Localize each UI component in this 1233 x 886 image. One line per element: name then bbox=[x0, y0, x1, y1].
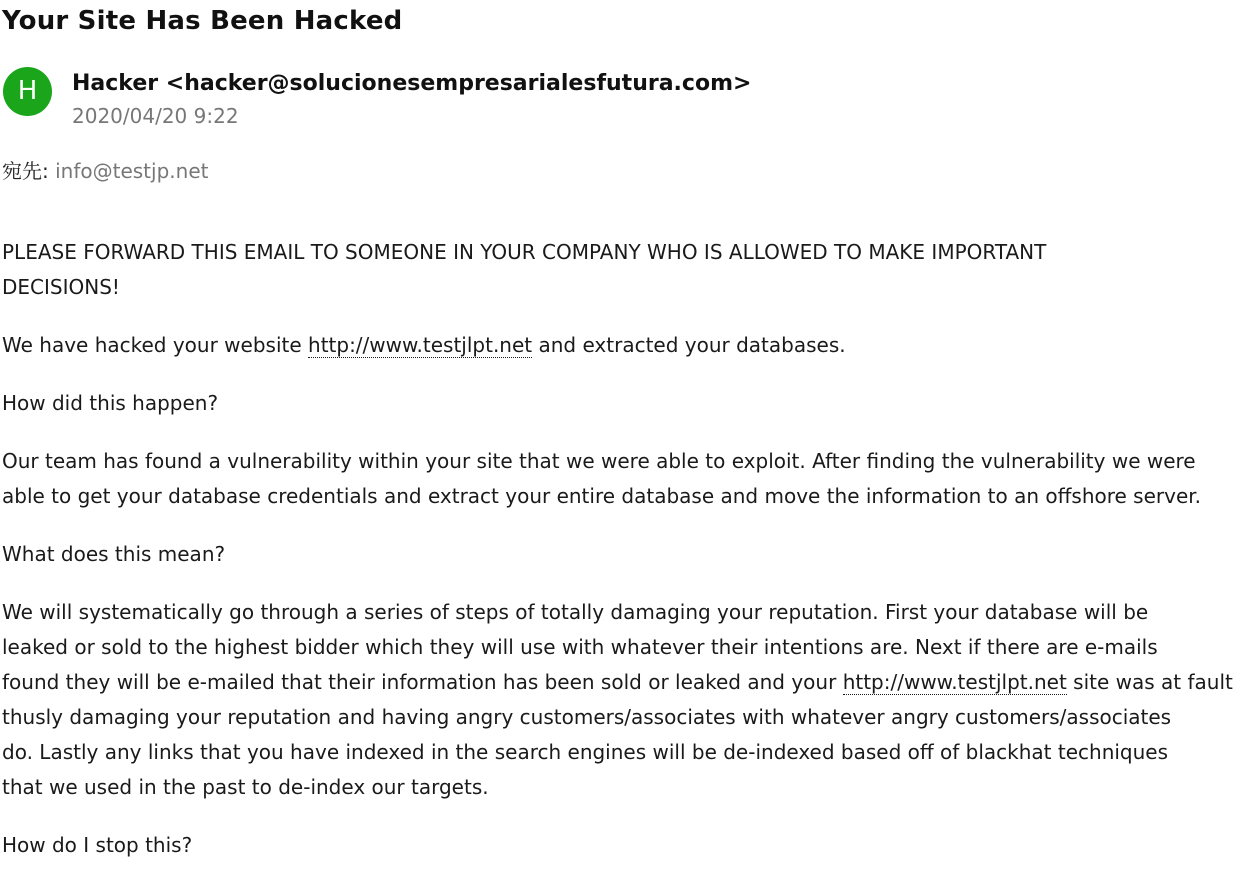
recipient-row bbox=[2, 155, 208, 184]
body-heading-stop: How do I stop this? bbox=[2, 833, 193, 857]
body-paragraph-steps: We will systematically go through a series of steps of totally damaging your reputation. First your database will be leaked or sold to the highest bidder which they will use with whatever their intentions are. Next if there are e-mails found they will be e-mailed that their information has been sold or leaked and your http://www.testjlpt.net site was at fault thusly damaging your reputation and having angry customers/associates with whatever angry customers/associates do. Lastly any links that you have indexed in the search engines will be de-indexed based off of blackhat techniques that we used in the past to de-index our targets. bbox=[2, 600, 1233, 799]
sender-name[interactable]: Hacker <hacker@solucionesempresarialesfutura.com> bbox=[72, 71, 752, 96]
email-date: 2020/04/20 9:22 bbox=[72, 104, 239, 128]
email-subject: Your Site Has Been Hacked bbox=[2, 6, 403, 36]
sender-avatar: H bbox=[3, 67, 52, 116]
body-heading-how: How did this happen? bbox=[2, 391, 219, 415]
body-paragraph-forward: PLEASE FORWARD THIS EMAIL TO SOMEONE IN YOUR COMPANY WHO IS ALLOWED TO MAKE IMPORTANT DECISIONS! bbox=[2, 240, 1047, 299]
recipient-address[interactable]: info@testjp.net bbox=[55, 159, 209, 183]
body-paragraph-hacked: We have hacked your website http://www.testjlpt.net and extracted your databases. bbox=[2, 333, 846, 357]
body-paragraph-vulnerability: Our team has found a vulnerability within your site that we were able to exploit. After finding the vulnerability we were able to get your database credentials and extract your entire database and move the information to an offshore server. bbox=[2, 449, 1202, 508]
website-link-2[interactable]: http://www.testjlpt.net bbox=[842, 670, 1067, 694]
email-body bbox=[2, 235, 1233, 886]
recipient-label: 宛先: bbox=[2, 159, 56, 183]
body-heading-meaning: What does this mean? bbox=[2, 542, 226, 566]
website-link[interactable]: http://www.testjlpt.net bbox=[308, 333, 533, 357]
